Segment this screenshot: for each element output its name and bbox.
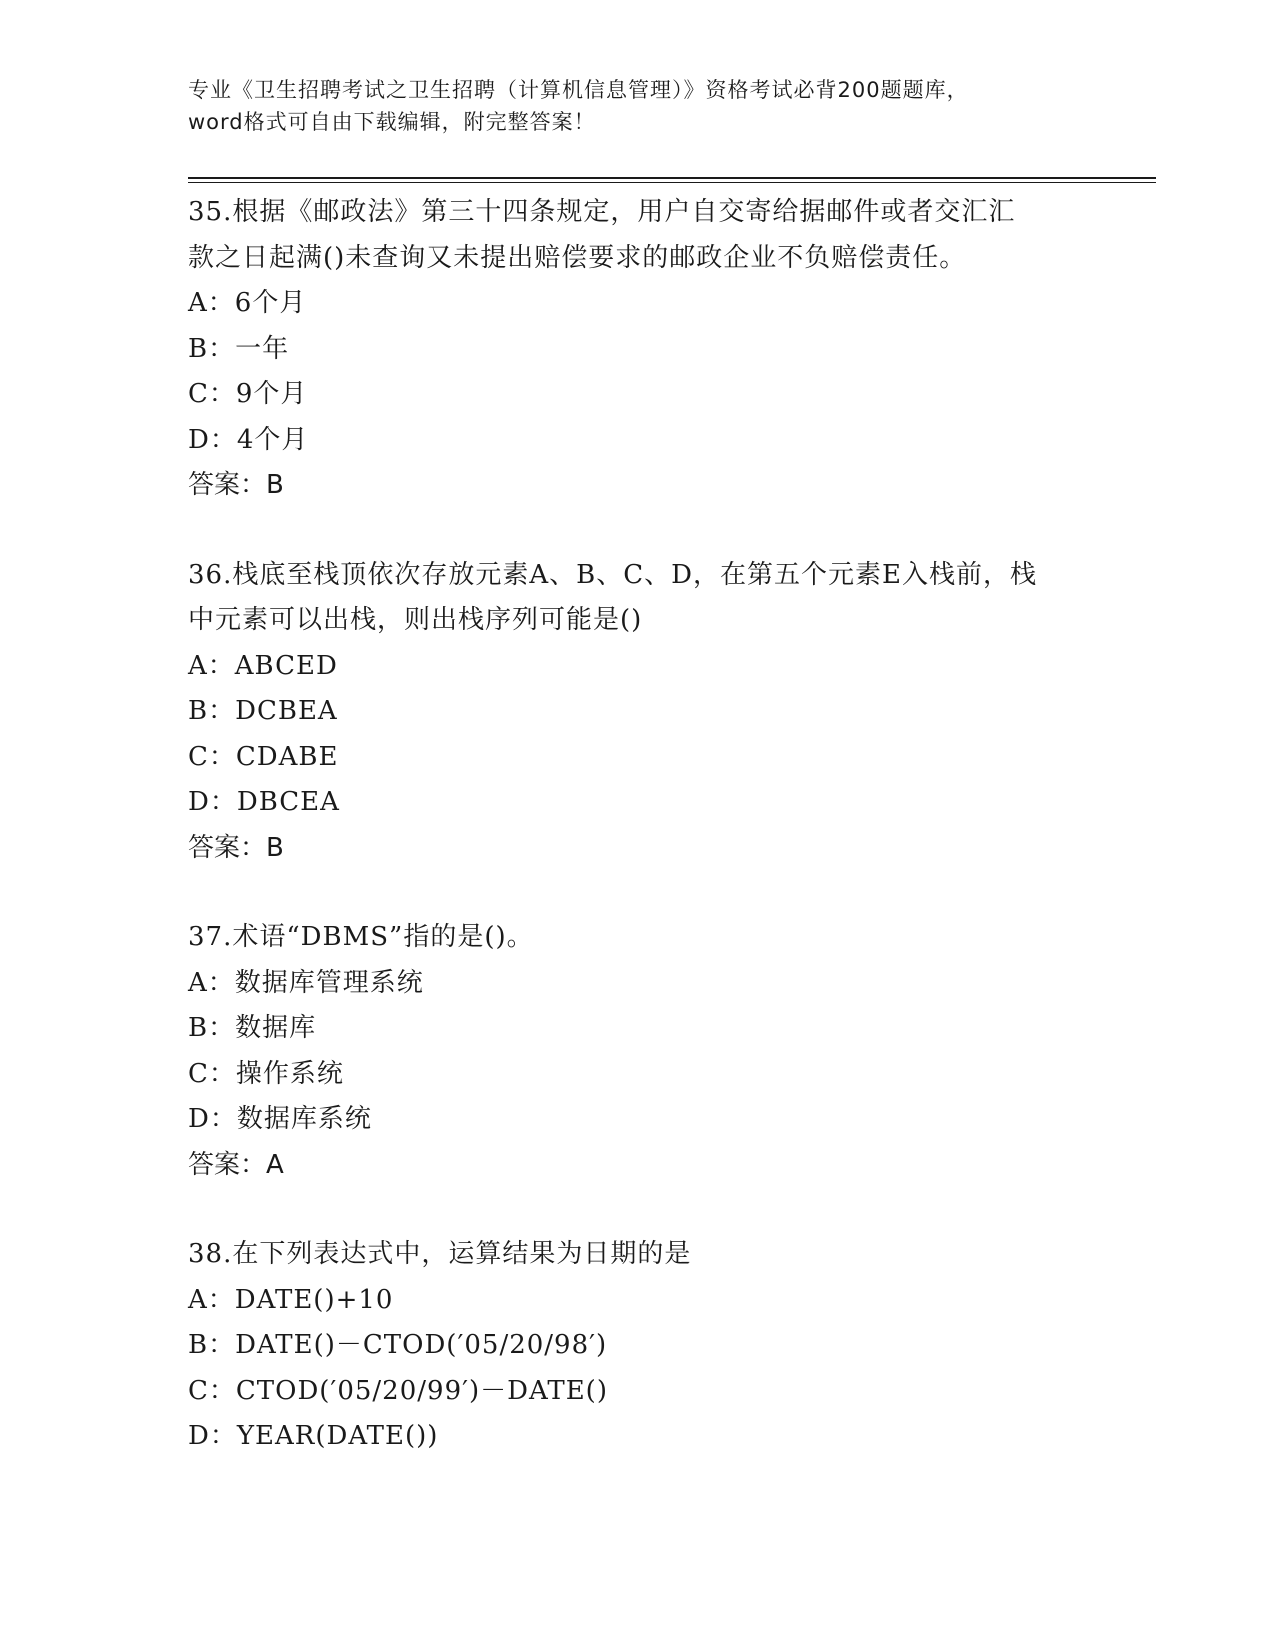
document-header	[188, 74, 1088, 138]
header-line-1: 专业《卫生招聘考试之卫生招聘（计算机信息管理）》资格考试必背200题题库，	[188, 78, 969, 102]
answer-line: 答案：A	[188, 1149, 284, 1180]
option-a: A：ABCED	[188, 650, 338, 681]
header-divider-thick	[188, 177, 1156, 179]
answer-line: 答案：B	[188, 470, 284, 500]
option-b: B：数据库	[188, 1013, 317, 1043]
option-a: A：数据库管理系统	[188, 967, 424, 998]
question-37	[188, 915, 1088, 1188]
option-c: C：CDABE	[188, 741, 339, 772]
option-d: D：数据库系统	[188, 1104, 372, 1134]
question-36	[188, 553, 1088, 872]
option-a: A：DATE()+10	[188, 1284, 394, 1315]
question-stem: 37.术语“DBMS”指的是()。	[188, 922, 534, 952]
option-b: B：DATE()－CTOD(′05/20/98′)	[188, 1330, 608, 1360]
option-b: B：一年	[188, 333, 290, 364]
question-stem: 35.根据《邮政法》第三十四条规定，用户自交寄给据邮件或者交汇汇	[188, 197, 1016, 227]
option-d: D：YEAR(DATE())	[188, 1421, 439, 1451]
option-c: C：CTOD(′05/20/99′)－DATE()	[188, 1375, 608, 1406]
option-c: C：9个月	[188, 379, 308, 409]
question-list	[188, 190, 1088, 1460]
header-divider-thin	[188, 182, 1156, 183]
option-a: A：6个月	[188, 288, 307, 318]
question-stem: 36.栈底至栈顶依次存放元素A、B、C、D，在第五个元素E入栈前，栈	[188, 559, 1037, 590]
question-38	[188, 1232, 1088, 1460]
question-stem-continued: 款之日起满()未查询又未提出赔偿要求的邮政企业不负赔偿责任。	[188, 242, 967, 273]
option-b: B：DCBEA	[188, 696, 338, 726]
question-stem-continued: 中元素可以出栈，则出栈序列可能是()	[188, 605, 643, 635]
option-d: D：DBCEA	[188, 787, 340, 817]
question-stem: 38.在下列表达式中，运算结果为日期的是	[188, 1239, 692, 1269]
answer-line: 答案：B	[188, 832, 284, 863]
header-line-2: word格式可自由下载编辑，附完整答案！	[188, 110, 596, 134]
option-c: C：操作系统	[188, 1058, 344, 1089]
question-35	[188, 190, 1088, 509]
option-d: D：4个月	[188, 424, 309, 455]
